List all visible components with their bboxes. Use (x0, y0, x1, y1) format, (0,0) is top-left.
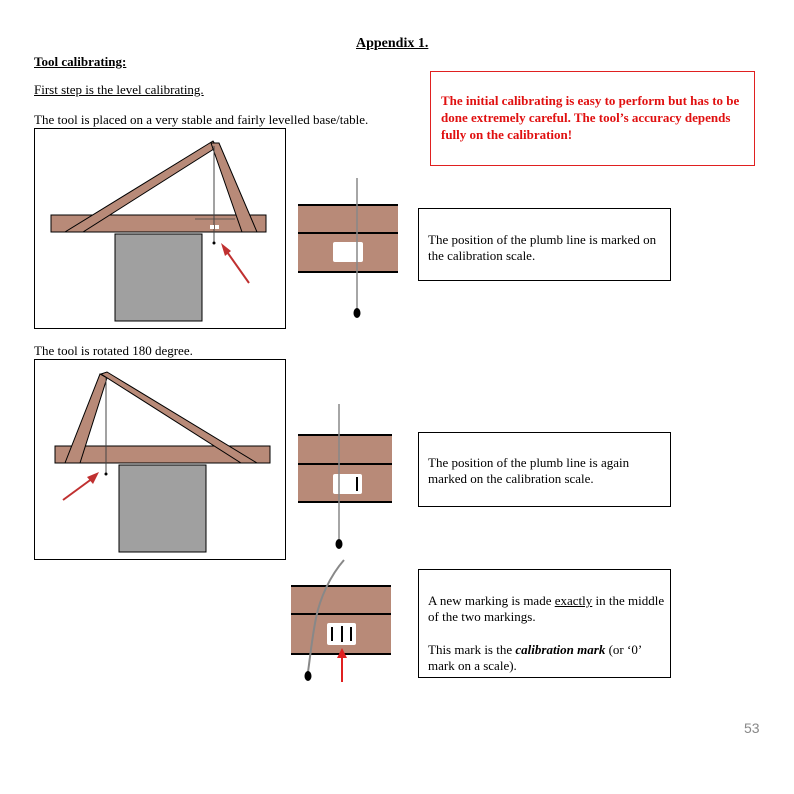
section-heading: Tool calibrating: (34, 54, 127, 69)
warning-text: The initial calibrating is easy to perform but has to be done extremely careful. The tool’s accuracy depends fully on the calibration! (441, 93, 740, 142)
note3-line2-after: (or ‘0’ mark on a scale). (428, 642, 642, 673)
figure-tool-rotated (34, 359, 286, 560)
page-title: Appendix 1. (356, 36, 429, 51)
calibration-scale-3 (288, 558, 408, 688)
figure-tool-placed (34, 128, 286, 329)
note-box-2 (418, 432, 671, 507)
tool-drawing-2 (35, 360, 287, 561)
step1-text: The tool is placed on a very stable and fairly levelled base/table. (34, 112, 369, 127)
note3-line1-before: A new marking is made (428, 593, 555, 608)
note3-line2 (428, 642, 668, 674)
note3-line1 (428, 593, 668, 625)
tool-drawing-1 (35, 129, 287, 330)
warning-box (430, 71, 755, 166)
note2-text: The position of the plumb line is again marked on the calibration scale. (428, 455, 630, 486)
note-box-3 (418, 569, 671, 678)
calibration-scale-1 (296, 178, 406, 323)
calibration-scale-2 (296, 404, 406, 549)
note3-emphasis-exactly: exactly (554, 593, 593, 608)
note-box-1 (418, 208, 671, 281)
note3-emphasis-calibration-mark: calibration mark (515, 642, 606, 657)
step2-text: The tool is rotated 180 degree. (34, 343, 193, 358)
page-number: 53 (744, 720, 760, 736)
note3-line1-after: in the middle of the two markings. (428, 593, 665, 624)
note1-text: The position of the plumb line is marked on the calibration scale. (428, 232, 657, 263)
note3-line2-before: This mark is the (428, 642, 516, 657)
first-step-text: First step is the level calibrating. (34, 82, 204, 97)
